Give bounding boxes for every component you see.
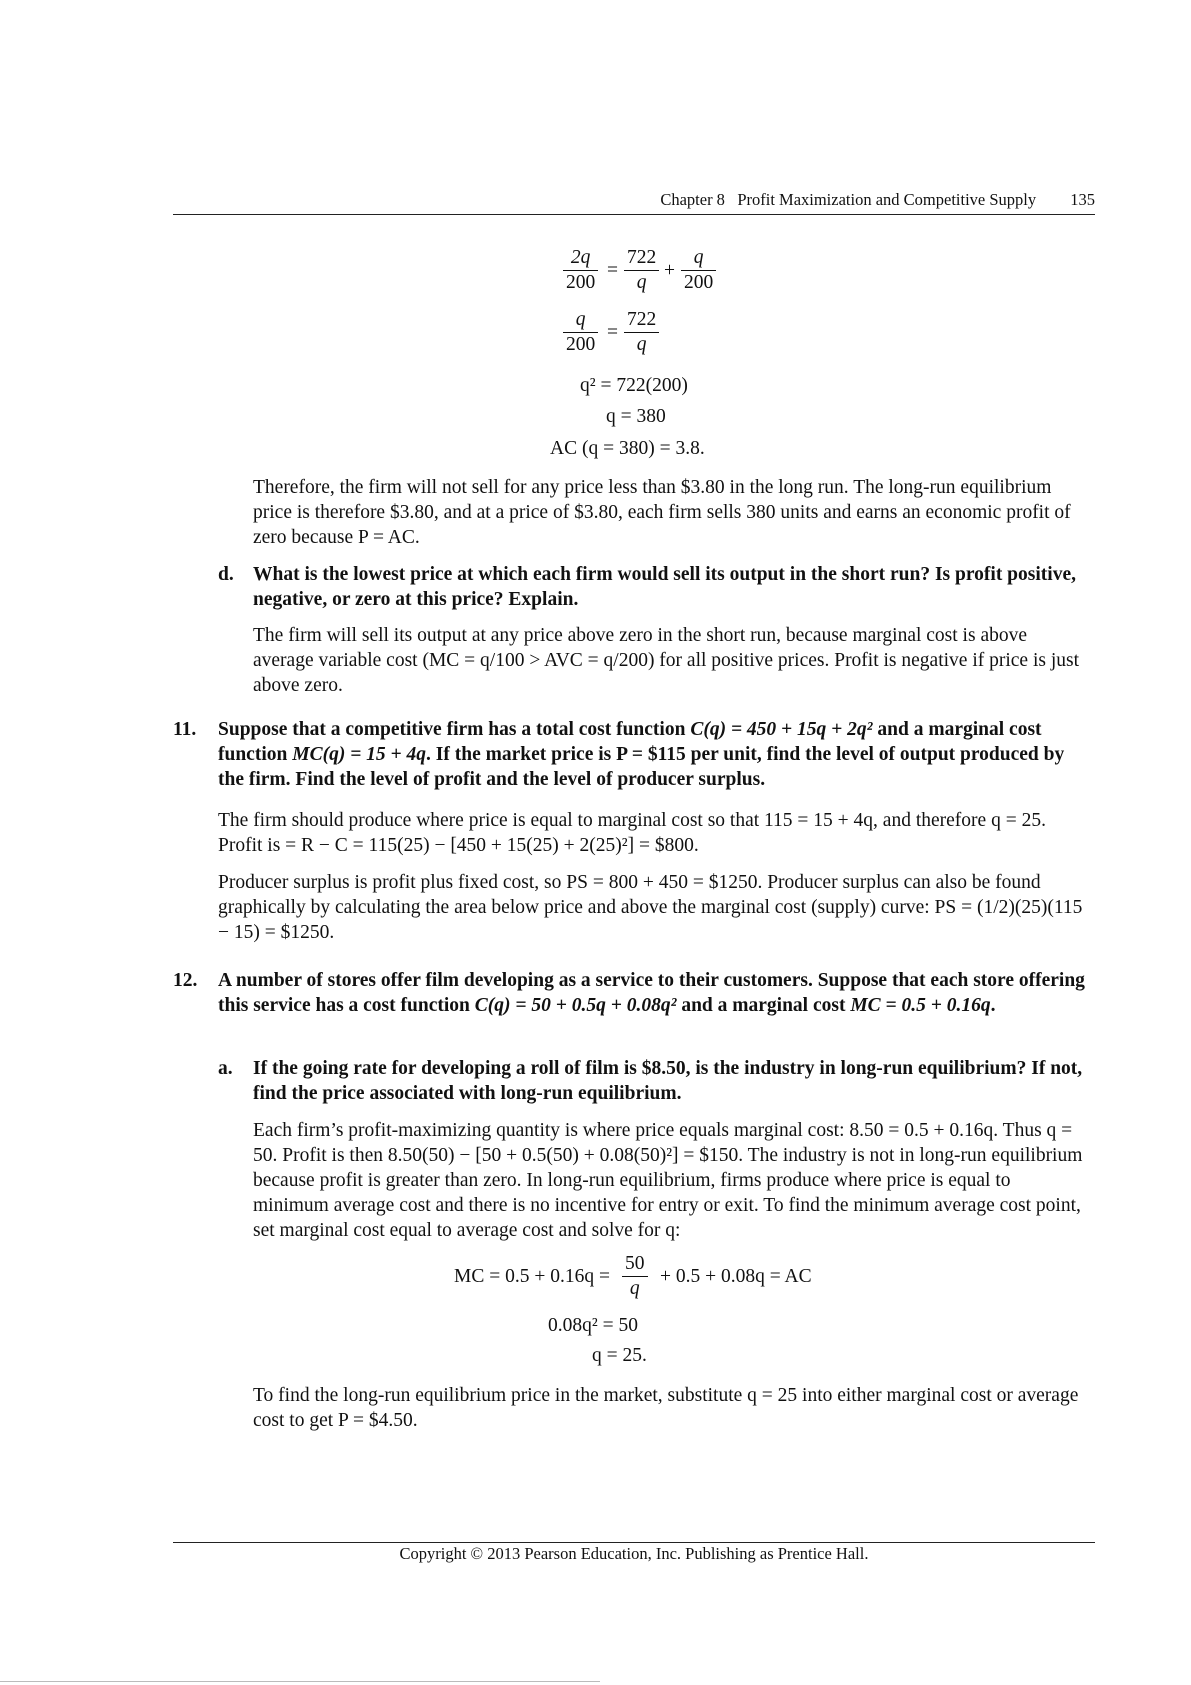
- problem-11-answer-profit: The firm should produce where price is equal to marginal cost so that 115 = 15 + 4q, and therefore q = 25. Profit is = R − C = 115(25) − [450 + 15(25) + 2(25)²] = $800.: [218, 810, 1046, 856]
- cost-function: C(q) = 450 + 15q + 2q²: [690, 719, 873, 740]
- marginal-cost-function: MC(q) = 15 + 4q: [292, 744, 427, 765]
- equation-008q2: 0.08q² = 50: [548, 1315, 638, 1336]
- fraction-2q-200: $\frac{2q}{200}$: [563, 246, 598, 295]
- chapter-label: Chapter 8: [660, 190, 725, 209]
- running-header: [660, 190, 1095, 210]
- problem-11-question: Suppose that a competitive firm has a total cost function C(q) = 450 + 15q + 2q² and a marginal cost function MC(q) = 15 + 4q. If the market price is P = $115 per unit, find the level of output produced by the firm. Find the level of profit and the level of producer surplus.: [218, 719, 1065, 790]
- page-number: 135: [1070, 190, 1095, 209]
- equation-mc-left: MC = 0.5 + 0.16q =: [454, 1266, 610, 1287]
- fraction-722-q: $\frac{722}{q}$: [624, 246, 659, 295]
- problem-12-question: A number of stores offer film developing as a service to their customers. Suppose that each store offering this service has a cost function C(q) = 50 + 0.5q + 0.08q² and a marginal cost MC = 0.5 + 0.16q.: [218, 970, 1085, 1016]
- equals-sign-b: =: [607, 322, 618, 343]
- fraction-q-200: $\frac{q}{200}$: [681, 246, 716, 295]
- part-c-conclusion: Therefore, the firm will not sell for any price less than $3.80 in the long run. The long-run equilibrium price is therefore $3.80, and at a price of $3.80, each firm sells 380 units and earns an economic profit of zero because P = AC.: [253, 477, 1071, 548]
- problem-11-answer-surplus: Producer surplus is profit plus fixed cost, so PS = 800 + 450 = $1250. Producer surplus can also be found graphically by calculating the area below price and above the marginal cost (supply) curve: PS = (1/2)(25)(115 − 15) = $1250.: [218, 872, 1083, 943]
- item-d-question: What is the lowest price at which each firm would sell its output in the short run? Is profit positive, negative, or zero at this price? Explain.: [253, 564, 1076, 610]
- item-12a-question: If the going rate for developing a roll of film is $8.50, is the industry in long-run equilibrium? If not, find the price associated with long-run equilibrium.: [253, 1058, 1083, 1104]
- item-d-label: d.: [218, 564, 234, 585]
- chapter-title: Profit Maximization and Competitive Supply: [737, 190, 1037, 209]
- item-12a-conclusion: To find the long-run equilibrium price in the market, substitute q = 25 into either marginal cost or average cost to get P = $4.50.: [253, 1385, 1079, 1431]
- film-cost-function: C(q) = 50 + 0.5q + 0.08q²: [474, 995, 677, 1016]
- copyright-footer: Copyright © 2013 Pearson Education, Inc. Publishing as Prentice Hall.: [399, 1544, 869, 1563]
- equation-q-380: q = 380: [606, 406, 666, 427]
- footer-rule: [173, 1542, 1095, 1543]
- fraction-50-q: $\frac{50}{q}$: [622, 1252, 648, 1301]
- fraction-722-q-b: $\frac{722}{q}$: [624, 308, 659, 357]
- equation-ac-right: + 0.5 + 0.08q = AC: [660, 1266, 812, 1287]
- item-12a-label: a.: [218, 1058, 233, 1079]
- fraction-q-200-b: $\frac{q}{200}$: [563, 308, 598, 357]
- item-12a-answer: Each firm’s profit-maximizing quantity is where price equals marginal cost: 8.50 = 0.5 + 0.16q. Thus q = 50. Profit is then 8.50(50) − [50 + 0.5(50) + 0.08(50)²] = $150. The industry is not in long-run equilibrium because profit is greater than zero. In long-run equilibrium, firms produce where price is equal to minimum average cost and there is no incentive for entry or exit. To find the minimum average cost point, set marginal cost equal to average cost and solve for q:: [253, 1120, 1083, 1241]
- header-rule: [173, 214, 1095, 215]
- equation-q-25: q = 25.: [592, 1345, 647, 1366]
- film-marginal-cost: MC = 0.5 + 0.16q: [850, 995, 991, 1016]
- scan-edge-line: [0, 1681, 600, 1682]
- problem-11-label: 11.: [173, 719, 197, 740]
- equation-ac-380: AC (q = 380) = 3.8.: [550, 438, 705, 459]
- equals-sign: =: [607, 260, 618, 281]
- plus-sign: +: [664, 260, 675, 281]
- problem-12-label: 12.: [173, 970, 198, 991]
- equation-q-squared: q² = 722(200): [580, 375, 688, 396]
- item-d-answer: The firm will sell its output at any price above zero in the short run, because marginal cost is above average variable cost (MC = q/100 > AVC = q/200) for all positive prices. Profit is negative if price is just above zero.: [253, 625, 1080, 696]
